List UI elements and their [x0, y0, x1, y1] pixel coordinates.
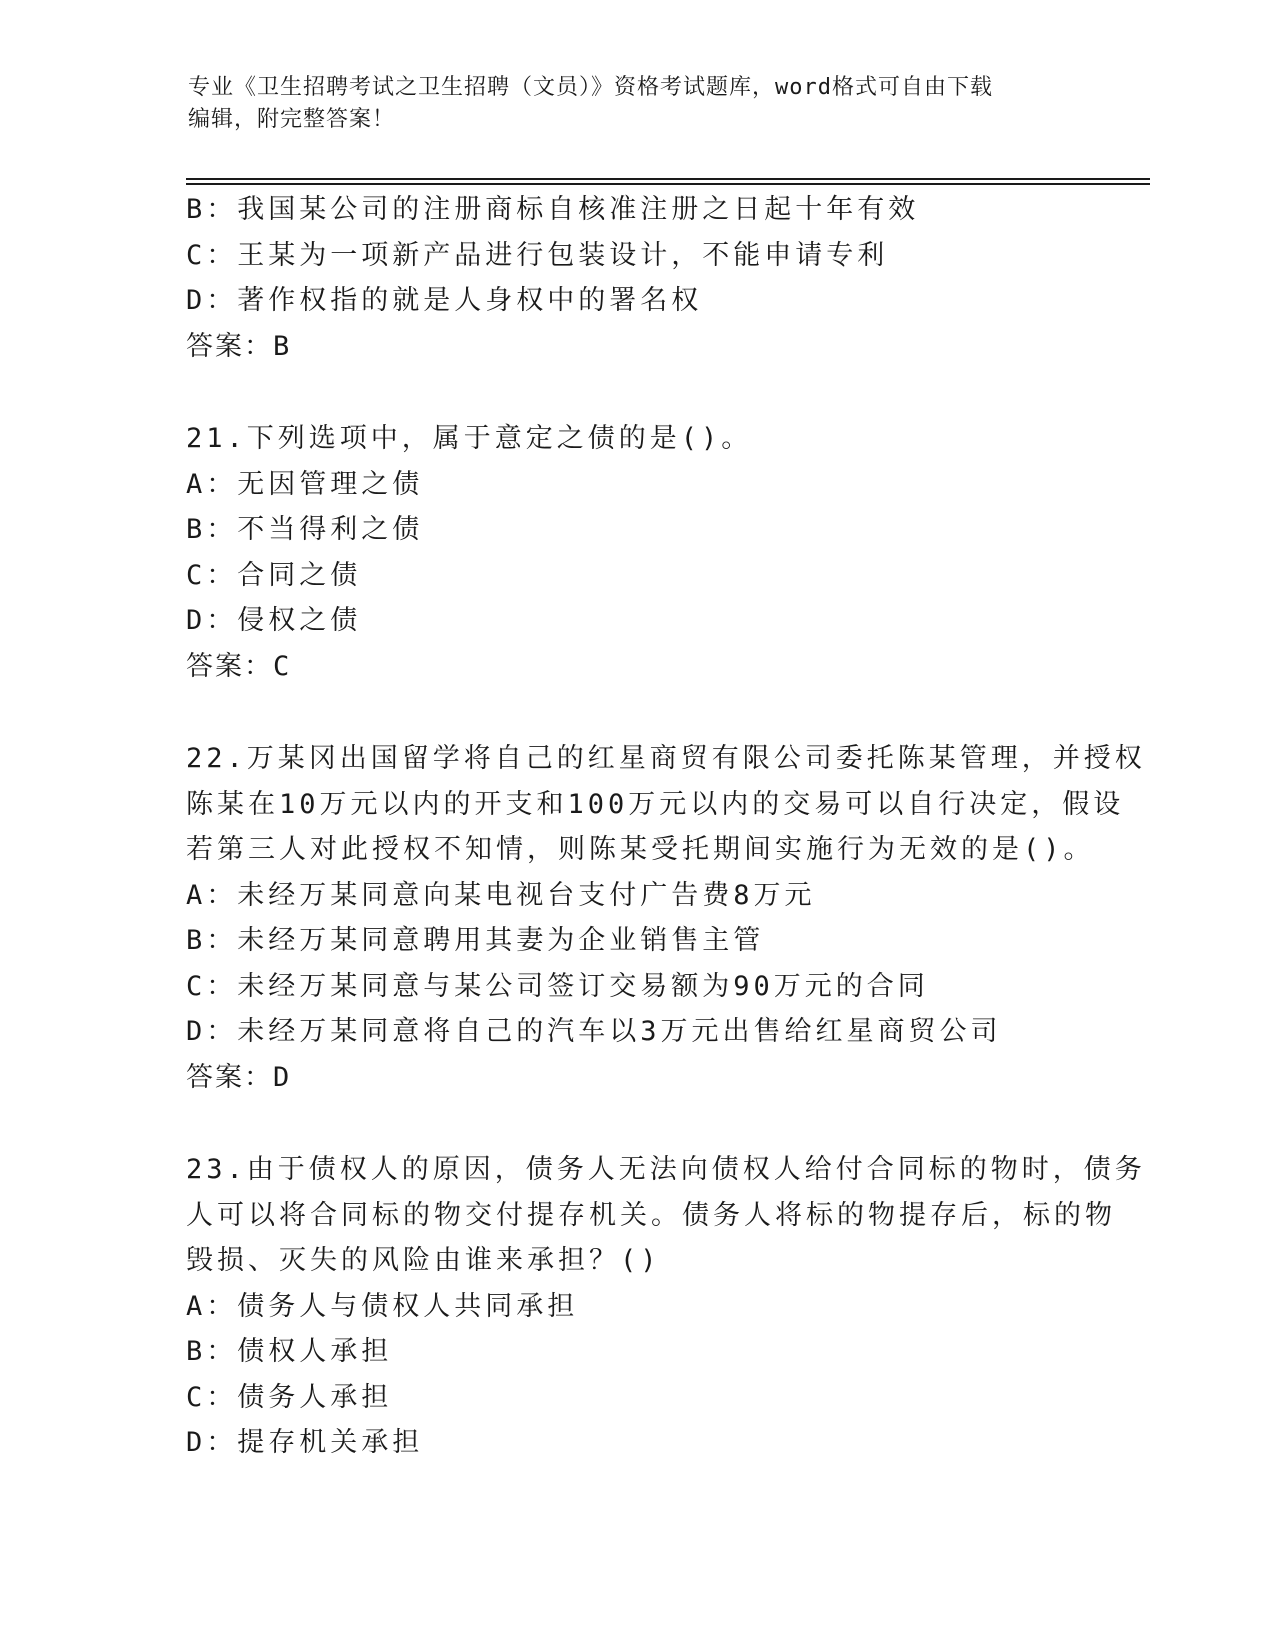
question-text-line-1: 23.由于债权人的原因，债务人无法向债权人给付合同标的物时，债务: [186, 1154, 1146, 1185]
question-23-block: [186, 1147, 1146, 1466]
option-a: A：未经万某同意向某电视台支付广告费8万元: [186, 879, 816, 911]
header-divider-top: [186, 178, 1150, 180]
question-21-block: [186, 416, 1106, 689]
option-c: C：合同之债: [186, 559, 362, 591]
question-text-line-3: 毁损、灭失的风险由谁来承担？(): [186, 1245, 661, 1276]
option-d: D：侵权之债: [186, 605, 362, 636]
question-text-line-2: 陈某在10万元以内的开支和100万元以内的交易可以自行决定，假设: [186, 788, 1125, 820]
document-body: [186, 187, 1146, 1466]
option-a: A：债务人与债权人共同承担: [186, 1290, 579, 1322]
option-b: B：未经万某同意聘用其妻为企业销售主管: [186, 925, 765, 956]
question-text-line-1: 22.万某冈出国留学将自己的红星商贸有限公司委托陈某管理，并授权: [186, 743, 1146, 774]
spacer: [186, 689, 1106, 736]
document-header: [188, 72, 1088, 136]
option-a: A：无因管理之债: [186, 468, 424, 500]
option-c: C：王某为一项新产品进行包装设计，不能申请专利: [186, 239, 889, 271]
question-text-line-2: 人可以将合同标的物交付提存机关。债务人将标的物提存后，标的物: [186, 1199, 1116, 1231]
question-text: 21.下列选项中，属于意定之债的是()。: [186, 423, 753, 454]
question-text-line-3: 若第三人对此授权不知情，则陈某受托期间实施行为无效的是()。: [186, 834, 1095, 865]
spacer: [186, 1100, 1106, 1147]
option-b: B：不当得利之债: [186, 514, 424, 545]
answer-line: 答案：D: [186, 1061, 292, 1093]
option-b: B：我国某公司的注册商标自核准注册之日起十年有效: [186, 194, 920, 225]
option-b: B：债权人承担: [186, 1336, 393, 1367]
answer-line: 答案：B: [186, 330, 292, 362]
option-c: C：债务人承担: [186, 1381, 393, 1413]
spacer: [186, 369, 1106, 416]
header-line-2: 编辑，附完整答案！: [188, 107, 396, 132]
option-d: D：著作权指的就是人身权中的署名权: [186, 285, 703, 316]
option-d: D：提存机关承担: [186, 1427, 424, 1458]
question-22-block: [186, 736, 1146, 1100]
header-line-1: 专业《卫生招聘考试之卫生招聘（文员）》资格考试题库，word格式可自由下载: [188, 75, 993, 100]
answer-line: 答案：C: [186, 650, 292, 682]
option-d: D：未经万某同意将自己的汽车以3万元出售给红星商贸公司: [186, 1016, 1002, 1047]
option-c: C：未经万某同意与某公司签订交易额为90万元的合同: [186, 970, 929, 1002]
header-divider-bottom: [186, 183, 1150, 185]
question-20-block: [186, 187, 1106, 369]
